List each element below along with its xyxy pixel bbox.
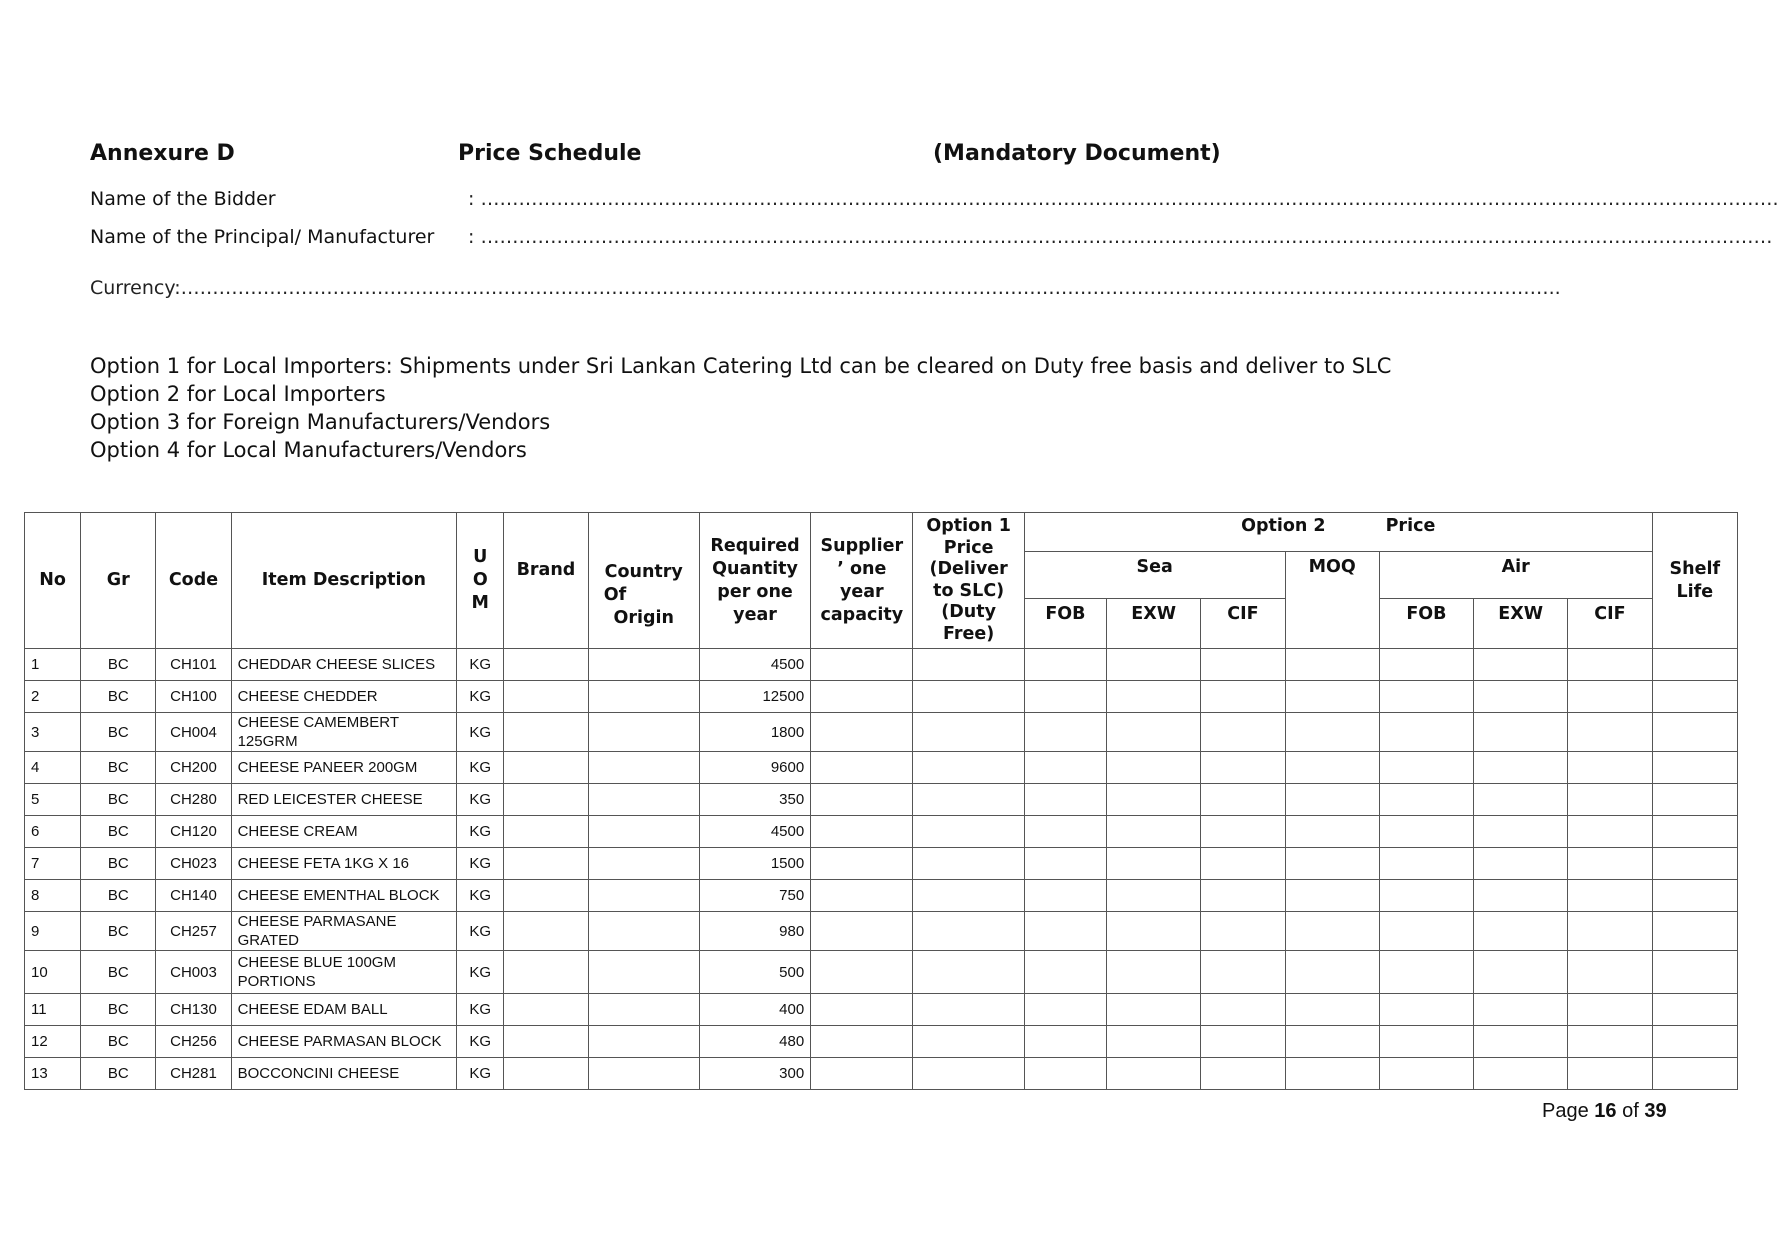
cell-gr: BC [81, 816, 156, 848]
cell-gr: BC [81, 649, 156, 681]
cell-air-fob[interactable] [1379, 752, 1473, 784]
cell-air-exw[interactable] [1474, 848, 1568, 880]
cell-shelf-life[interactable] [1652, 649, 1737, 681]
header-uom: U O M [457, 513, 504, 649]
header-required-quantity: Required Quantity per one year [699, 513, 810, 649]
cell-uom: KG [457, 994, 504, 1026]
cell-code: CH023 [156, 848, 231, 880]
header-air: Air [1379, 552, 1652, 599]
cell-moq[interactable] [1285, 994, 1379, 1026]
cell-air-fob[interactable] [1379, 912, 1473, 951]
cell-item-description: CHEESE EMENTHAL BLOCK [231, 880, 457, 912]
cell-air-exw[interactable] [1474, 681, 1568, 713]
cell-no: 9 [25, 912, 81, 951]
cell-item-description: BOCCONCINI CHEESE [231, 1058, 457, 1090]
cell-brand[interactable] [504, 681, 588, 713]
cell-brand[interactable] [504, 784, 588, 816]
cell-shelf-life[interactable] [1652, 681, 1737, 713]
cell-required-quantity: 9600 [699, 752, 810, 784]
cell-sea-fob[interactable] [1024, 848, 1106, 880]
cell-no: 3 [25, 713, 81, 752]
cell-shelf-life[interactable] [1652, 994, 1737, 1026]
header-country-of-origin: Country Of Origin [588, 513, 699, 649]
cell-option-1-price[interactable] [913, 816, 1024, 848]
cell-sea-cif[interactable] [1201, 848, 1285, 880]
cell-air-fob[interactable] [1379, 649, 1473, 681]
option-3-text: Option 3 for Foreign Manufacturers/Vendors [90, 410, 551, 434]
cell-air-cif[interactable] [1568, 848, 1652, 880]
cell-supplier-capacity[interactable] [811, 816, 913, 848]
cell-supplier-capacity[interactable] [811, 848, 913, 880]
cell-no: 10 [25, 951, 81, 994]
header-air-exw: EXW [1474, 599, 1568, 649]
cell-item-description: CHEESE PARMASAN BLOCK [231, 1026, 457, 1058]
cell-uom: KG [457, 1026, 504, 1058]
cell-item-description: RED LEICESTER CHEESE [231, 784, 457, 816]
cell-supplier-capacity[interactable] [811, 1058, 913, 1090]
table-row [25, 994, 1738, 1026]
cell-air-fob[interactable] [1379, 994, 1473, 1026]
cell-no: 4 [25, 752, 81, 784]
bidder-label: Name of the Bidder [90, 188, 276, 210]
cell-shelf-life[interactable] [1652, 816, 1737, 848]
cell-no: 5 [25, 784, 81, 816]
cell-air-cif[interactable] [1568, 784, 1652, 816]
cell-sea-cif[interactable] [1201, 1058, 1285, 1090]
cell-air-exw[interactable] [1474, 816, 1568, 848]
cell-air-cif[interactable] [1568, 752, 1652, 784]
cell-shelf-life[interactable] [1652, 848, 1737, 880]
cell-moq[interactable] [1285, 649, 1379, 681]
cell-no: 1 [25, 649, 81, 681]
cell-air-cif[interactable] [1568, 681, 1652, 713]
cell-required-quantity: 350 [699, 784, 810, 816]
cell-required-quantity: 12500 [699, 681, 810, 713]
cell-sea-cif[interactable] [1201, 784, 1285, 816]
cell-supplier-capacity[interactable] [811, 912, 913, 951]
cell-gr: BC [81, 994, 156, 1026]
header-air-cif: CIF [1568, 599, 1652, 649]
header-sea-fob: FOB [1024, 599, 1106, 649]
cell-code: CH003 [156, 951, 231, 994]
cell-required-quantity: 4500 [699, 816, 810, 848]
cell-no: 12 [25, 1026, 81, 1058]
cell-item-description: CHEESE PARMASANE GRATED [231, 912, 457, 951]
cell-shelf-life[interactable] [1652, 951, 1737, 994]
cell-uom: KG [457, 713, 504, 752]
cell-required-quantity: 980 [699, 912, 810, 951]
cell-air-cif[interactable] [1568, 994, 1652, 1026]
cell-sea-cif[interactable] [1201, 681, 1285, 713]
cell-shelf-life[interactable] [1652, 1026, 1737, 1058]
bidder-field[interactable]: : ……………………………………………………………………………………………………………………………………………………………………………………. [468, 188, 1778, 210]
cell-sea-exw[interactable] [1107, 784, 1201, 816]
cell-brand[interactable] [504, 816, 588, 848]
cell-code: CH130 [156, 994, 231, 1026]
table-row [25, 1026, 1738, 1058]
cell-air-exw[interactable] [1474, 784, 1568, 816]
cell-option-1-price[interactable] [913, 649, 1024, 681]
cell-brand[interactable] [504, 848, 588, 880]
cell-gr: BC [81, 951, 156, 994]
cell-gr: BC [81, 752, 156, 784]
cell-supplier-capacity[interactable] [811, 880, 913, 912]
cell-air-fob[interactable] [1379, 1026, 1473, 1058]
cell-item-description: CHEESE EDAM BALL [231, 994, 457, 1026]
cell-code: CH004 [156, 713, 231, 752]
cell-sea-fob[interactable] [1024, 880, 1106, 912]
cell-country-of-origin[interactable] [588, 784, 699, 816]
cell-required-quantity: 300 [699, 1058, 810, 1090]
cell-item-description: CHEESE CHEDDER [231, 681, 457, 713]
cell-moq[interactable] [1285, 752, 1379, 784]
cell-sea-exw[interactable] [1107, 880, 1201, 912]
cell-sea-exw[interactable] [1107, 713, 1201, 752]
cell-option-1-price[interactable] [913, 681, 1024, 713]
header-air-fob: FOB [1379, 599, 1473, 649]
option-1-text: Option 1 for Local Importers: Shipments under Sri Lankan Catering Ltd can be cleared on Duty free basis and deliver to SLC [90, 354, 1392, 378]
cell-moq[interactable] [1285, 880, 1379, 912]
cell-air-exw[interactable] [1474, 912, 1568, 951]
cell-required-quantity: 480 [699, 1026, 810, 1058]
cell-required-quantity: 1500 [699, 848, 810, 880]
cell-air-fob[interactable] [1379, 816, 1473, 848]
mandatory-label: (Mandatory Document) [933, 141, 1221, 166]
table-row [25, 784, 1738, 816]
cell-uom: KG [457, 951, 504, 994]
cell-gr: BC [81, 1058, 156, 1090]
table-row [25, 951, 1738, 994]
option-4-text: Option 4 for Local Manufacturers/Vendors [90, 438, 527, 462]
header-option-1-price: Option 1 Price (Deliver to SLC) (Duty Free) [913, 513, 1024, 649]
cell-supplier-capacity[interactable] [811, 1026, 913, 1058]
cell-item-description: CHEESE BLUE 100GM PORTIONS [231, 951, 457, 994]
cell-sea-fob[interactable] [1024, 1058, 1106, 1090]
cell-sea-fob[interactable] [1024, 784, 1106, 816]
cell-sea-cif[interactable] [1201, 994, 1285, 1026]
cell-sea-exw[interactable] [1107, 1058, 1201, 1090]
cell-gr: BC [81, 880, 156, 912]
table-row [25, 681, 1738, 713]
cell-brand[interactable] [504, 1026, 588, 1058]
cell-sea-fob[interactable] [1024, 816, 1106, 848]
cell-sea-fob[interactable] [1024, 649, 1106, 681]
cell-air-exw[interactable] [1474, 713, 1568, 752]
cell-supplier-capacity[interactable] [811, 713, 913, 752]
cell-gr: BC [81, 912, 156, 951]
option-2-text: Option 2 for Local Importers [90, 382, 386, 406]
cell-sea-cif[interactable] [1201, 649, 1285, 681]
cell-sea-exw[interactable] [1107, 752, 1201, 784]
cell-brand[interactable] [504, 752, 588, 784]
cell-air-exw[interactable] [1474, 880, 1568, 912]
cell-air-fob[interactable] [1379, 784, 1473, 816]
cell-shelf-life[interactable] [1652, 912, 1737, 951]
cell-no: 7 [25, 848, 81, 880]
cell-option-1-price[interactable] [913, 848, 1024, 880]
header-supplier-capacity: Supplier ’ one year capacity [811, 513, 913, 649]
cell-moq[interactable] [1285, 1058, 1379, 1090]
cell-brand[interactable] [504, 713, 588, 752]
cell-air-cif[interactable] [1568, 880, 1652, 912]
cell-sea-exw[interactable] [1107, 816, 1201, 848]
cell-country-of-origin[interactable] [588, 848, 699, 880]
page-title: Price Schedule [458, 141, 642, 166]
table-row [25, 713, 1738, 752]
cell-required-quantity: 500 [699, 951, 810, 994]
cell-sea-fob[interactable] [1024, 713, 1106, 752]
cell-no: 2 [25, 681, 81, 713]
header-sea: Sea [1024, 552, 1285, 599]
cell-sea-fob[interactable] [1024, 1026, 1106, 1058]
cell-sea-cif[interactable] [1201, 951, 1285, 994]
cell-air-cif[interactable] [1568, 1026, 1652, 1058]
cell-brand[interactable] [504, 649, 588, 681]
cell-country-of-origin[interactable] [588, 816, 699, 848]
table-row [25, 848, 1738, 880]
cell-code: CH281 [156, 1058, 231, 1090]
cell-gr: BC [81, 848, 156, 880]
price-schedule-table [24, 512, 1738, 1090]
cell-moq[interactable] [1285, 848, 1379, 880]
cell-item-description: CHEDDAR CHEESE SLICES [231, 649, 457, 681]
cell-country-of-origin[interactable] [588, 649, 699, 681]
cell-moq[interactable] [1285, 681, 1379, 713]
cell-sea-exw[interactable] [1107, 681, 1201, 713]
cell-supplier-capacity[interactable] [811, 994, 913, 1026]
cell-option-1-price[interactable] [913, 784, 1024, 816]
cell-sea-cif[interactable] [1201, 1026, 1285, 1058]
cell-air-exw[interactable] [1474, 951, 1568, 994]
cell-air-fob[interactable] [1379, 880, 1473, 912]
price-label: Price [1385, 516, 1436, 536]
cell-sea-fob[interactable] [1024, 994, 1106, 1026]
cell-air-cif[interactable] [1568, 816, 1652, 848]
cell-sea-cif[interactable] [1201, 880, 1285, 912]
cell-air-exw[interactable] [1474, 994, 1568, 1026]
cell-uom: KG [457, 649, 504, 681]
cell-no: 13 [25, 1058, 81, 1090]
header-gr: Gr [81, 513, 156, 649]
cell-item-description: CHEESE CREAM [231, 816, 457, 848]
page-number: Page 16 of 39 [1542, 1100, 1667, 1122]
cell-option-1-price[interactable] [913, 951, 1024, 994]
cell-air-fob[interactable] [1379, 713, 1473, 752]
cell-code: CH140 [156, 880, 231, 912]
header-shelf-life: Shelf Life [1652, 513, 1737, 649]
cell-supplier-capacity[interactable] [811, 649, 913, 681]
cell-option-1-price[interactable] [913, 880, 1024, 912]
cell-air-fob[interactable] [1379, 848, 1473, 880]
cell-uom: KG [457, 816, 504, 848]
cell-supplier-capacity[interactable] [811, 752, 913, 784]
cell-moq[interactable] [1285, 784, 1379, 816]
cell-uom: KG [457, 681, 504, 713]
cell-supplier-capacity[interactable] [811, 784, 913, 816]
header-no: No [25, 513, 81, 649]
cell-gr: BC [81, 1026, 156, 1058]
cell-brand[interactable] [504, 912, 588, 951]
principal-label: Name of the Principal/ Manufacturer [90, 226, 435, 248]
header-code: Code [156, 513, 231, 649]
table-row [25, 880, 1738, 912]
cell-item-description: CHEESE FETA 1KG X 16 [231, 848, 457, 880]
cell-sea-exw[interactable] [1107, 951, 1201, 994]
cell-sea-fob[interactable] [1024, 752, 1106, 784]
cell-air-exw[interactable] [1474, 752, 1568, 784]
cell-country-of-origin[interactable] [588, 912, 699, 951]
cell-item-description: CHEESE CAMEMBERT 125GRM [231, 713, 457, 752]
cell-code: CH100 [156, 681, 231, 713]
cell-option-1-price[interactable] [913, 1026, 1024, 1058]
cell-air-fob[interactable] [1379, 1058, 1473, 1090]
cell-air-cif[interactable] [1568, 713, 1652, 752]
cell-sea-cif[interactable] [1201, 912, 1285, 951]
header-sea-exw: EXW [1107, 599, 1201, 649]
cell-brand[interactable] [504, 951, 588, 994]
cell-air-fob[interactable] [1379, 951, 1473, 994]
cell-uom: KG [457, 1058, 504, 1090]
cell-brand[interactable] [504, 880, 588, 912]
cell-air-exw[interactable] [1474, 1026, 1568, 1058]
cell-country-of-origin[interactable] [588, 994, 699, 1026]
cell-no: 8 [25, 880, 81, 912]
cell-moq[interactable] [1285, 951, 1379, 994]
cell-sea-fob[interactable] [1024, 951, 1106, 994]
cell-required-quantity: 1800 [699, 713, 810, 752]
cell-shelf-life[interactable] [1652, 880, 1737, 912]
cell-gr: BC [81, 784, 156, 816]
table-row [25, 649, 1738, 681]
cell-code: CH101 [156, 649, 231, 681]
cell-required-quantity: 750 [699, 880, 810, 912]
cell-code: CH200 [156, 752, 231, 784]
cell-option-1-price[interactable] [913, 994, 1024, 1026]
cell-uom: KG [457, 752, 504, 784]
cell-uom: KG [457, 912, 504, 951]
cell-sea-exw[interactable] [1107, 1026, 1201, 1058]
cell-moq[interactable] [1285, 713, 1379, 752]
cell-required-quantity: 4500 [699, 649, 810, 681]
table-row [25, 1058, 1738, 1090]
cell-air-cif[interactable] [1568, 912, 1652, 951]
cell-country-of-origin[interactable] [588, 713, 699, 752]
cell-required-quantity: 400 [699, 994, 810, 1026]
cell-sea-cif[interactable] [1201, 816, 1285, 848]
cell-supplier-capacity[interactable] [811, 681, 913, 713]
cell-air-exw[interactable] [1474, 1058, 1568, 1090]
cell-country-of-origin[interactable] [588, 1058, 699, 1090]
cell-sea-exw[interactable] [1107, 848, 1201, 880]
cell-uom: KG [457, 848, 504, 880]
table-row [25, 752, 1738, 784]
cell-option-1-price[interactable] [913, 1058, 1024, 1090]
principal-field[interactable]: : …………………………………………………………………………………………………………………………………………………………………………………… [468, 226, 1773, 248]
cell-code: CH256 [156, 1026, 231, 1058]
header-moq: MOQ [1285, 552, 1379, 649]
header-sea-cif: CIF [1201, 599, 1285, 649]
cell-code: CH120 [156, 816, 231, 848]
cell-code: CH280 [156, 784, 231, 816]
cell-option-1-price[interactable] [913, 752, 1024, 784]
cell-moq[interactable] [1285, 816, 1379, 848]
cell-air-cif[interactable] [1568, 1058, 1652, 1090]
cell-sea-cif[interactable] [1201, 752, 1285, 784]
cell-no: 11 [25, 994, 81, 1026]
cell-sea-cif[interactable] [1201, 713, 1285, 752]
cell-moq[interactable] [1285, 912, 1379, 951]
cell-sea-fob[interactable] [1024, 912, 1106, 951]
cell-sea-exw[interactable] [1107, 912, 1201, 951]
currency-field[interactable]: Currency:……………………………………………………………………………………………………………………………………………………………………………………………….. [90, 277, 1561, 299]
cell-sea-fob[interactable] [1024, 681, 1106, 713]
header-item-description: Item Description [231, 513, 457, 649]
cell-uom: KG [457, 880, 504, 912]
cell-brand[interactable] [504, 1058, 588, 1090]
cell-shelf-life[interactable] [1652, 713, 1737, 752]
cell-air-cif[interactable] [1568, 951, 1652, 994]
cell-item-description: CHEESE PANEER 200GM [231, 752, 457, 784]
cell-option-1-price[interactable] [913, 713, 1024, 752]
cell-country-of-origin[interactable] [588, 681, 699, 713]
cell-shelf-life[interactable] [1652, 752, 1737, 784]
cell-no: 6 [25, 816, 81, 848]
header-brand: Brand [504, 513, 588, 649]
cell-supplier-capacity[interactable] [811, 951, 913, 994]
cell-option-1-price[interactable] [913, 912, 1024, 951]
cell-gr: BC [81, 713, 156, 752]
cell-shelf-life[interactable] [1652, 784, 1737, 816]
cell-moq[interactable] [1285, 1026, 1379, 1058]
cell-air-fob[interactable] [1379, 681, 1473, 713]
table-row [25, 912, 1738, 951]
cell-country-of-origin[interactable] [588, 752, 699, 784]
cell-gr: BC [81, 681, 156, 713]
cell-country-of-origin[interactable] [588, 880, 699, 912]
cell-shelf-life[interactable] [1652, 1058, 1737, 1090]
table-row [25, 816, 1738, 848]
cell-sea-exw[interactable] [1107, 649, 1201, 681]
option-2-label: Option 2 [1241, 516, 1326, 536]
annexure-label: Annexure D [90, 141, 235, 166]
cell-sea-exw[interactable] [1107, 994, 1201, 1026]
cell-air-cif[interactable] [1568, 649, 1652, 681]
header-option-2-price [1024, 513, 1652, 552]
cell-uom: KG [457, 784, 504, 816]
cell-country-of-origin[interactable] [588, 951, 699, 994]
cell-country-of-origin[interactable] [588, 1026, 699, 1058]
cell-brand[interactable] [504, 994, 588, 1026]
cell-code: CH257 [156, 912, 231, 951]
cell-air-exw[interactable] [1474, 649, 1568, 681]
